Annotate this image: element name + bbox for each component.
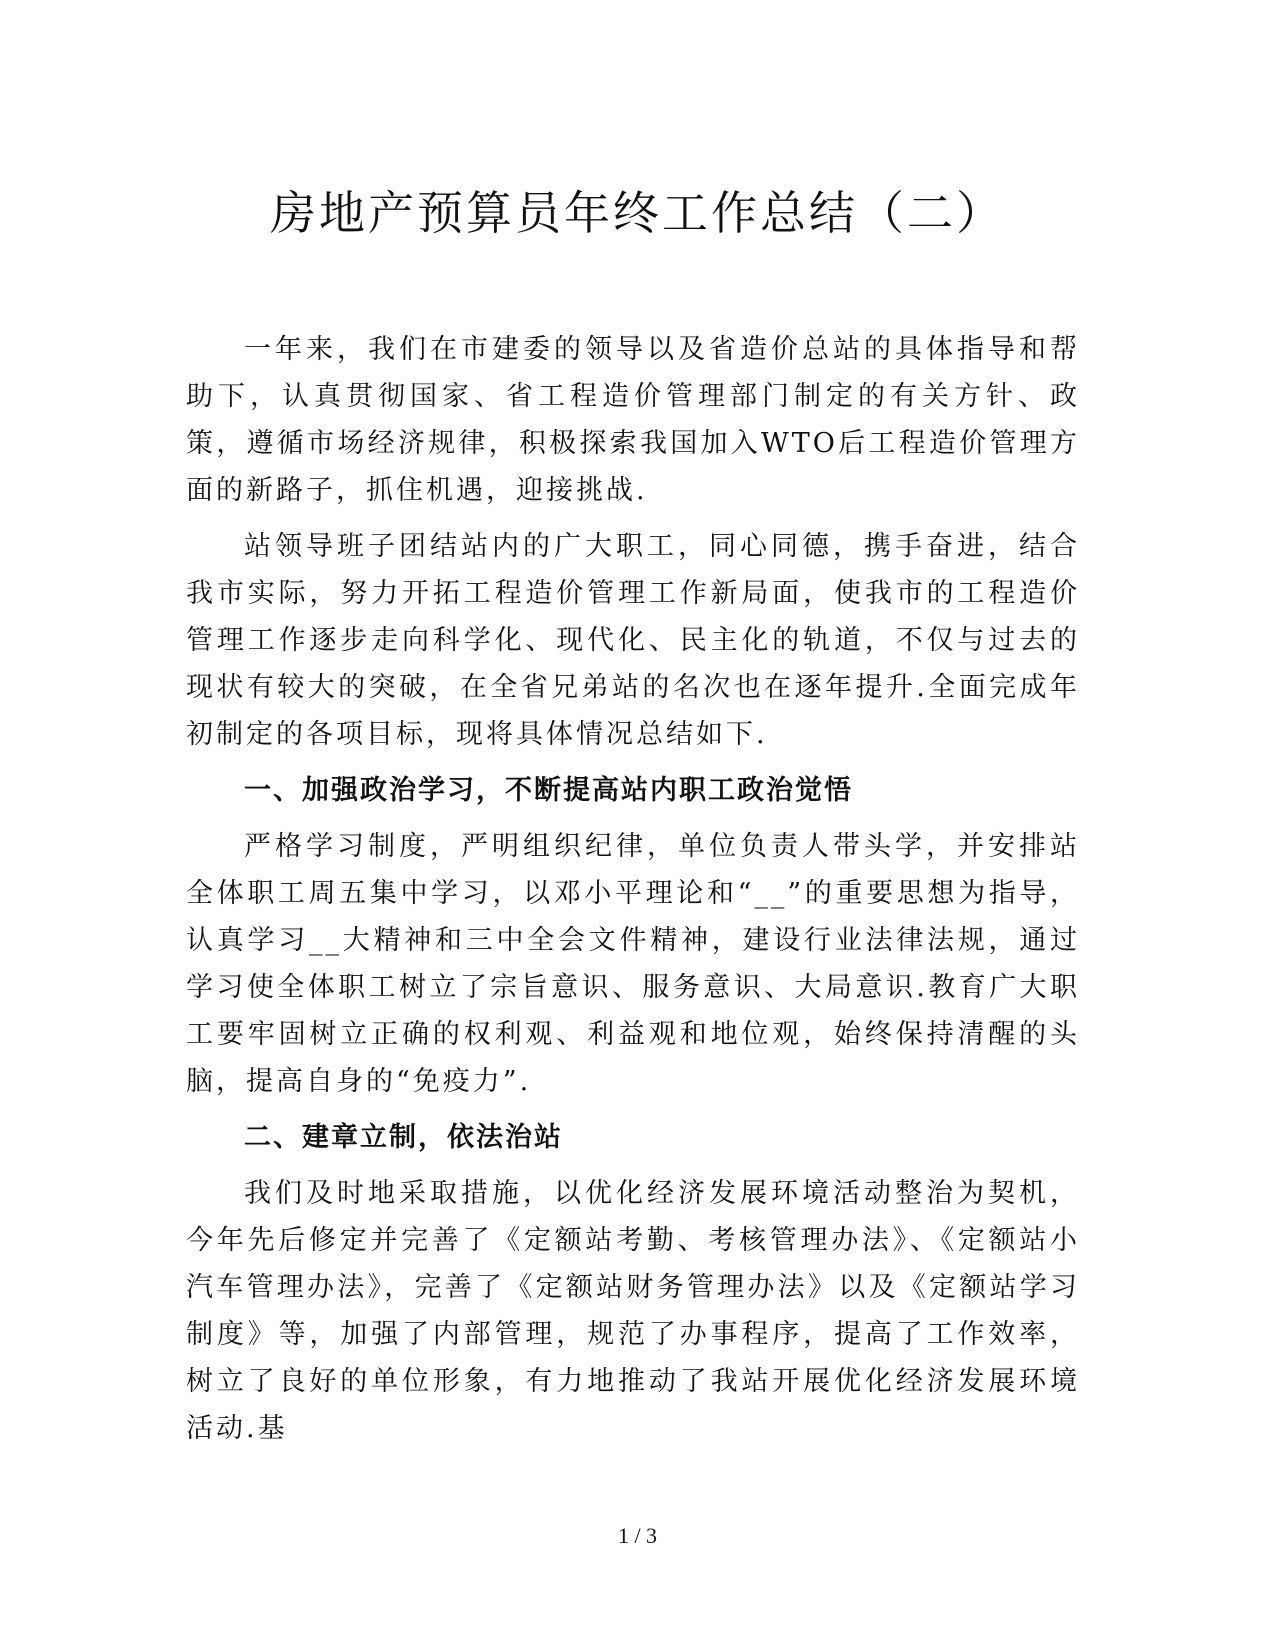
document-body <box>186 326 1080 1461</box>
section-heading-1: 一、加强政治学习，不断提高站内职工政治觉悟 <box>244 775 853 806</box>
paragraph-section-2: 我们及时地采取措施，以优化经济发展环境活动整治为契机，今年先后修定并完善了《定额站考勤、考核管理办法》、《定额站小汽车管理办法》，完善了《定额站财务管理办法》以及《定额站学习制度》等，加强了内部管理，规范了办事程序，提高了工作效率，树立了良好的单位形象，有力地推动了我站开展优化经济发展环境活动.基 <box>186 1178 1080 1444</box>
paragraph-intro: 一年来，我们在市建委的领导以及省造价总站的具体指导和帮助下，认真贯彻国家、省工程造价管理部门制定的有关方针、政策，遵循市场经济规律，积极探索我国加入WTO后工程造价管理方面的新路子，抓住机遇，迎接挑战. <box>186 334 1080 506</box>
paragraph-overview: 站领导班子团结站内的广大职工，同心同德，携手奋进，结合我市实际，努力开拓工程造价管理工作新局面，使我市的工程造价管理工作逐步走向科学化、现代化、民主化的轨道，不仅与过去的现状有较大的突破，在全省兄弟站的名次也在逐年提升.全面完成年初制定的各项目标，现将具体情况总结如下. <box>186 531 1080 750</box>
paragraph-section-1: 严格学习制度，严明组织纪律，单位负责人带头学，并安排站全体职工周五集中学习，以邓小平理论和“__”的重要思想为指导，认真学习__大精神和三中全会文件精神，建设行业法律法规，通过学习使全体职工树立了宗旨意识、服务意识、大局意识.教育广大职工要牢固树立正确的权利观、利益观和地位观，始终保持清醒的头脑，提高自身的“免疫力”. <box>186 831 1080 1097</box>
section-heading-2: 二、建章立制，依法治站 <box>244 1122 563 1153</box>
page-number: 1 / 3 <box>617 1523 658 1548</box>
document-title: 房地产预算员年终工作总结（二） <box>270 185 1005 240</box>
